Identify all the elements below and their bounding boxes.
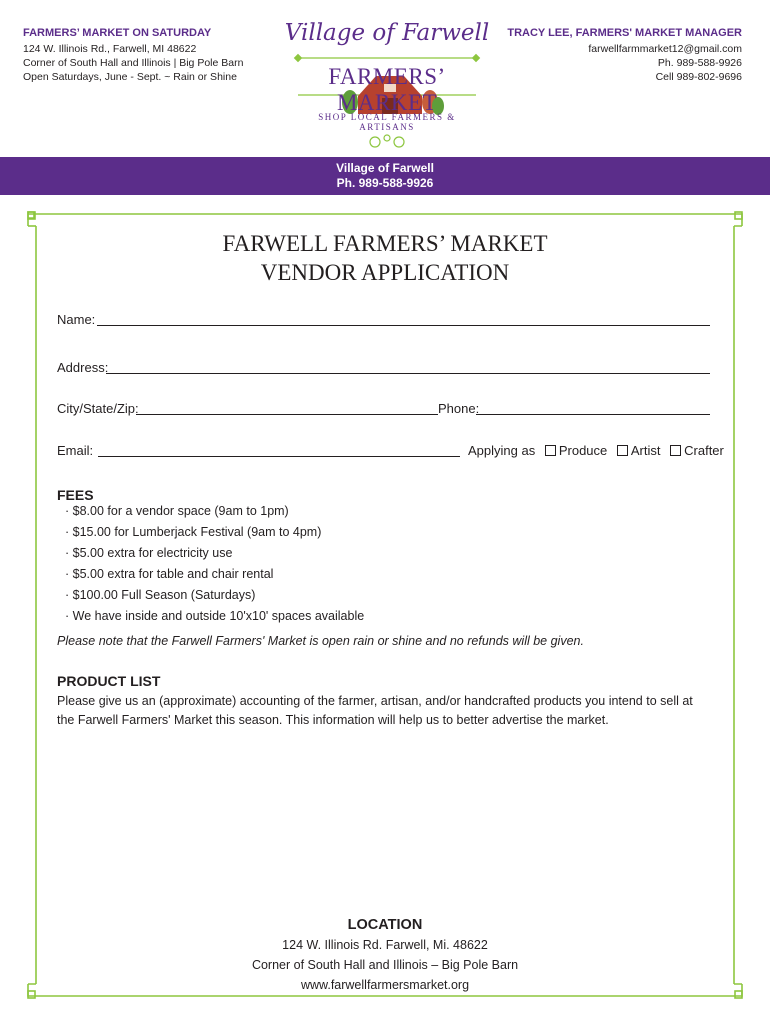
artist-checkbox[interactable]	[617, 445, 628, 456]
fee-item: · $5.00 extra for table and chair rental	[65, 567, 274, 581]
location-website[interactable]: www.farwellfarmersmarket.org	[300, 978, 470, 992]
contact-band	[0, 157, 770, 195]
form-title-line2: VENDOR APPLICATION	[260, 260, 510, 285]
name-field[interactable]	[97, 313, 710, 326]
manager-email: farwellfarmmarket12@gmail.com	[588, 43, 742, 55]
location-block	[0, 915, 770, 995]
address-label: Address:	[57, 360, 109, 375]
manager-phone: Ph. 989-588-9926	[657, 57, 742, 69]
email-field[interactable]	[98, 444, 460, 457]
phone-label: Phone:	[438, 401, 480, 416]
header-right-title: TRACY LEE, FARMERS' MARKET MANAGER	[507, 27, 742, 39]
fee-item: · We have inside and outside 10'x10' spaces available	[65, 609, 365, 623]
produce-option-label: Produce	[558, 443, 608, 458]
header-left-hours: Open Saturdays, June - Sept. ~ Rain or Shine	[23, 71, 237, 83]
market-logo	[280, 14, 494, 152]
form-title-line1: FARWELL FARMERS’ MARKET	[222, 231, 548, 256]
crafter-option-label: Crafter	[684, 443, 724, 458]
header-left-title: FARMERS’ MARKET ON SATURDAY	[23, 27, 212, 39]
location-heading: LOCATION	[347, 917, 423, 933]
header-left-corner: Corner of South Hall and Illinois | Big Pole Barn	[23, 57, 244, 69]
email-label: Email:	[57, 443, 94, 458]
header-left-address: 124 W. Illinois Rd., Farwell, MI 48622	[23, 43, 197, 55]
logo-tagline: SHOP LOCAL FARMERS & ARTISANS	[318, 112, 456, 132]
band-phone: Ph. 989-588-9926	[336, 176, 434, 190]
fee-item: · $8.00 for a vendor space (9am to 1pm)	[65, 504, 289, 518]
product-list-instructions: Please give us an (approximate) accounting of the farmer, artisan, and/or handcrafted products you intend to sell at the Farwell Farmers' Market this season. This information will help us to better advertise the market.	[57, 694, 693, 727]
address-field[interactable]	[106, 361, 710, 374]
header-left	[23, 26, 243, 84]
crafter-checkbox[interactable]	[670, 445, 681, 456]
fees-list	[65, 501, 364, 627]
location-corner: Corner of South Hall and Illinois – Big Pole Barn	[251, 958, 519, 972]
fee-item: · $15.00 for Lumberjack Festival (9am to 4pm)	[65, 525, 322, 539]
product-list-heading: PRODUCT LIST	[57, 673, 161, 689]
fees-heading: FEES	[57, 487, 94, 503]
product-list-area[interactable]	[57, 740, 710, 900]
fee-item: · $5.00 extra for electricity use	[65, 546, 233, 560]
applying-as-group	[468, 443, 724, 458]
band-village: Village of Farwell	[336, 161, 434, 175]
produce-checkbox[interactable]	[545, 445, 556, 456]
applying-as-label: Applying as	[468, 443, 536, 458]
name-label: Name:	[57, 312, 96, 327]
fee-item: · $100.00 Full Season (Saturdays)	[65, 588, 256, 602]
artist-option-label: Artist	[630, 443, 661, 458]
city-state-zip-field[interactable]	[136, 402, 438, 415]
logo-script-text: Village of Farwell	[284, 20, 490, 46]
location-address: 124 W. Illinois Rd. Farwell, Mi. 48622	[282, 938, 488, 952]
phone-field[interactable]	[476, 402, 710, 415]
city-state-zip-label: City/State/Zip:	[57, 401, 139, 416]
manager-cell: Cell 989-802-9696	[655, 71, 742, 83]
refund-note: Please note that the Farwell Farmers' Market is open rain or shine and no refunds will be given.	[57, 634, 584, 648]
header-right	[507, 26, 742, 84]
logo-main-text: FARMERS’ MARKET	[328, 64, 446, 115]
form-title	[0, 229, 770, 287]
